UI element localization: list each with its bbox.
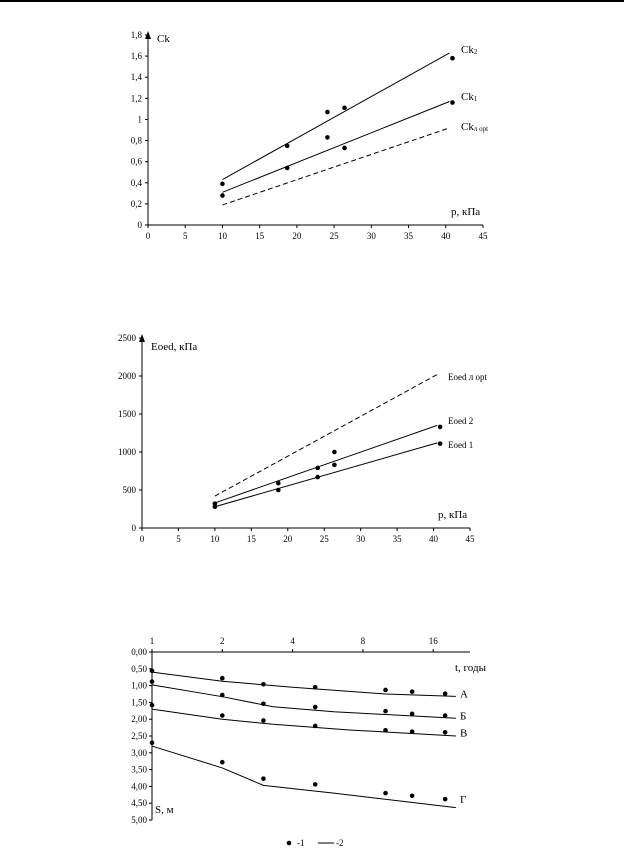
data-point xyxy=(276,481,281,486)
data-point xyxy=(410,712,415,717)
y-tick-label: 500 xyxy=(122,485,136,495)
x-tick-label: 30 xyxy=(366,231,376,241)
series-label-subscript: 1 xyxy=(473,95,478,103)
y-tick-label: 1,8 xyxy=(130,30,142,40)
chart-eoed-vs-pressure xyxy=(118,333,487,544)
data-point xyxy=(261,682,266,687)
data-point xyxy=(220,182,225,187)
data-point xyxy=(261,701,266,706)
chart-settlement-vs-time xyxy=(131,636,486,848)
data-point xyxy=(325,110,330,115)
x-axis-label: p, кПа xyxy=(438,509,468,521)
x-tick-label: 35 xyxy=(404,231,414,241)
data-point xyxy=(438,441,443,446)
data-point xyxy=(383,709,388,714)
data-point xyxy=(315,466,320,471)
series-line xyxy=(215,425,437,503)
series-label: Г xyxy=(460,794,467,807)
data-point xyxy=(342,106,347,111)
data-point xyxy=(150,679,155,684)
series-label: Ckл opt xyxy=(461,121,489,133)
y-tick-label: 1,50 xyxy=(131,697,147,708)
y-tick-label: 1,6 xyxy=(130,51,142,62)
data-point xyxy=(150,669,155,674)
y-axis-label: S, м xyxy=(155,804,174,816)
series-label: В xyxy=(460,727,468,740)
data-point xyxy=(313,782,318,787)
x-tick-label: 10 xyxy=(210,534,220,544)
data-point xyxy=(438,425,443,430)
y-tick-label: 5,00 xyxy=(131,815,147,825)
series-label: Ck1 xyxy=(461,91,478,103)
x-tick-label: 0 xyxy=(139,534,145,544)
data-point xyxy=(315,475,320,480)
y-tick-label: 0 xyxy=(131,523,136,533)
data-point xyxy=(443,797,448,802)
y-tick-label: 2000 xyxy=(118,371,136,381)
x-tick-label: 25 xyxy=(319,534,329,544)
data-point xyxy=(285,144,290,149)
data-point xyxy=(342,146,347,151)
x-axis-label: p, кПа xyxy=(451,206,481,218)
series-line xyxy=(222,53,449,180)
data-point xyxy=(213,504,218,509)
x-tick-label: 5 xyxy=(182,231,188,241)
y-tick-label: 0 xyxy=(137,220,142,230)
series-label-subscript: л opt xyxy=(473,125,489,133)
series-label: Eoed 2 xyxy=(448,416,474,426)
series-label: А xyxy=(460,688,468,701)
series-label: Б xyxy=(460,710,467,723)
data-point xyxy=(410,794,415,799)
x-tick-label: 20 xyxy=(283,534,293,544)
x-tick-label: 40 xyxy=(441,231,451,241)
x-axis-label: t, годы xyxy=(455,662,486,674)
x-tick-label: 45 xyxy=(465,534,475,544)
y-tick-label: 1000 xyxy=(118,447,136,457)
x-tick-label: 15 xyxy=(255,231,265,241)
y-axis-label: Ck xyxy=(157,33,170,45)
data-point xyxy=(313,705,318,710)
series-line xyxy=(152,746,456,807)
y-tick-label: 4,00 xyxy=(131,781,147,792)
data-point xyxy=(150,703,155,708)
data-point xyxy=(220,713,225,718)
y-tick-label: 0,2 xyxy=(130,198,142,209)
data-point xyxy=(276,488,281,493)
y-tick-label: 1,4 xyxy=(130,72,142,83)
y-axis-label: Eoed, кПа xyxy=(151,341,198,353)
series-label-subscript: 2 xyxy=(473,48,478,56)
data-point xyxy=(383,728,388,733)
series-label: Eoed 1 xyxy=(448,440,474,450)
series-label: Ck2 xyxy=(461,44,478,56)
y-tick-label: 0,50 xyxy=(131,663,147,674)
y-tick-label: 1 xyxy=(137,114,142,125)
x-tick-label: 8 xyxy=(360,636,366,646)
y-tick-label: 2500 xyxy=(118,333,136,343)
y-tick-label: 2,00 xyxy=(131,714,147,725)
chart-ck-vs-pressure xyxy=(131,30,488,241)
data-point xyxy=(220,693,225,698)
data-point xyxy=(443,713,448,718)
data-point xyxy=(383,688,388,693)
data-point xyxy=(150,740,155,745)
data-point xyxy=(285,166,290,171)
data-point xyxy=(443,730,448,735)
x-tick-label: 16 xyxy=(428,636,438,646)
legend-dot-marker xyxy=(287,841,292,846)
data-point xyxy=(450,100,455,105)
y-tick-label: 0,8 xyxy=(130,135,142,146)
data-point xyxy=(261,776,266,781)
x-tick-label: 40 xyxy=(429,534,439,544)
data-point xyxy=(383,791,388,796)
series-label: Eoed л opt xyxy=(448,372,487,382)
data-point xyxy=(332,463,337,468)
series-line xyxy=(222,128,449,205)
series-line xyxy=(215,374,437,496)
x-tick-label: 1 xyxy=(149,636,155,646)
legend-label: -2 xyxy=(336,838,344,848)
y-tick-label: 4,50 xyxy=(131,798,147,809)
y-tick-label: 0,6 xyxy=(130,156,142,167)
data-point xyxy=(313,685,318,690)
data-point xyxy=(220,193,225,198)
x-tick-label: 15 xyxy=(246,534,256,544)
x-tick-label: 20 xyxy=(292,231,302,241)
data-point xyxy=(450,56,455,61)
y-tick-label: 1500 xyxy=(118,409,136,419)
y-tick-label: 1,00 xyxy=(131,680,147,691)
series-line xyxy=(215,443,437,507)
data-point xyxy=(443,691,448,696)
x-tick-label: 45 xyxy=(478,231,488,241)
x-tick-label: 4 xyxy=(290,636,295,646)
y-tick-label: 0,4 xyxy=(130,177,142,188)
data-point xyxy=(332,450,337,455)
x-tick-label: 25 xyxy=(329,231,339,241)
data-point xyxy=(220,760,225,765)
data-point xyxy=(313,724,318,729)
y-tick-label: 0,00 xyxy=(131,647,147,657)
data-point xyxy=(325,135,330,140)
x-tick-label: 2 xyxy=(220,636,225,646)
y-tick-label: 2,50 xyxy=(131,731,147,741)
y-tick-label: 3,00 xyxy=(131,747,147,758)
data-point xyxy=(261,718,266,723)
x-tick-label: 30 xyxy=(356,534,366,544)
x-tick-label: 0 xyxy=(145,231,151,241)
data-point xyxy=(410,689,415,694)
x-tick-label: 35 xyxy=(392,534,402,544)
y-tick-label: 1,2 xyxy=(130,93,142,104)
legend-label: -1 xyxy=(297,838,305,848)
data-point xyxy=(410,729,415,734)
series-line xyxy=(222,102,449,193)
x-tick-label: 5 xyxy=(176,534,181,544)
y-tick-label: 3,50 xyxy=(131,764,147,775)
data-point xyxy=(220,676,225,681)
x-tick-label: 10 xyxy=(217,231,227,241)
